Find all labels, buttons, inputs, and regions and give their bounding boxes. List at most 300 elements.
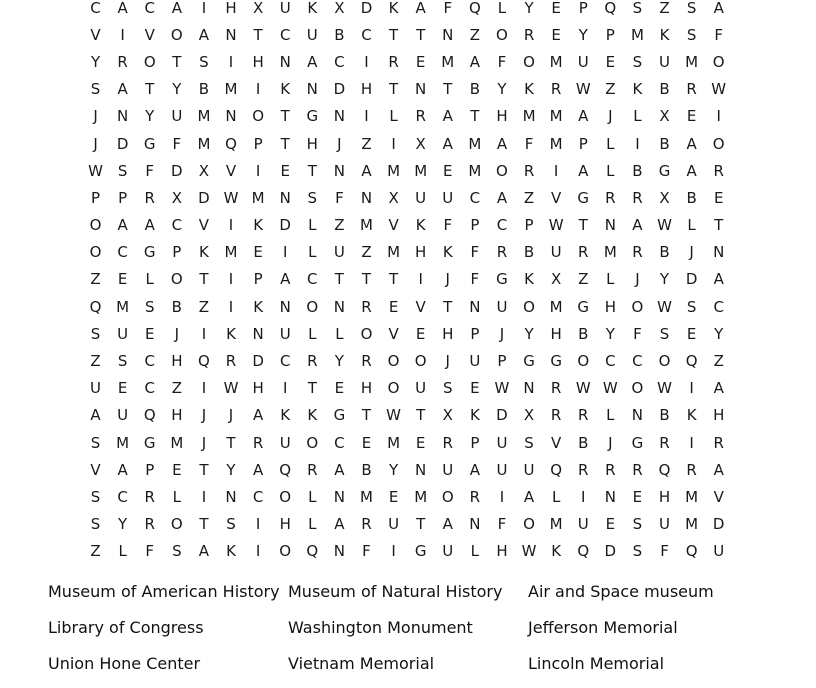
grid-letter: D bbox=[252, 352, 264, 371]
grid-letter: I bbox=[255, 80, 261, 99]
grid-letter: G bbox=[143, 134, 156, 153]
grid-letter: Z bbox=[90, 352, 101, 371]
grid-letter: X bbox=[388, 188, 399, 207]
grid-letter: A bbox=[361, 161, 372, 180]
grid-letter: Z bbox=[659, 0, 670, 17]
grid-letter: I bbox=[120, 25, 125, 44]
grid-letter: B bbox=[578, 324, 589, 343]
grid-letter: J bbox=[689, 243, 694, 262]
grid-letter: E bbox=[253, 243, 263, 262]
grid-letter: W bbox=[88, 161, 103, 180]
grid-letter: D bbox=[171, 161, 183, 180]
grid-letter: X bbox=[659, 188, 670, 207]
grid-letter: K bbox=[199, 243, 209, 262]
grid-letter: W bbox=[223, 379, 239, 398]
grid-letter: A bbox=[198, 25, 210, 44]
grid-letter: A bbox=[496, 134, 508, 153]
grid-letter: N bbox=[442, 25, 454, 44]
grid-letter: K bbox=[253, 297, 264, 316]
grid-letter: N bbox=[279, 52, 291, 71]
grid-letter: F bbox=[443, 0, 453, 17]
grid-letter: R bbox=[713, 433, 724, 452]
grid-letter: N bbox=[415, 460, 427, 479]
grid-letter: J bbox=[499, 324, 505, 343]
grid-letter: Y bbox=[659, 270, 670, 289]
grid-letter: F bbox=[660, 542, 669, 561]
grid-letter: I bbox=[201, 324, 207, 343]
grid-letter: R bbox=[550, 379, 562, 398]
grid-letter: U bbox=[577, 515, 589, 534]
grid-letter: Y bbox=[145, 107, 155, 126]
word-item: Air and Space museum bbox=[528, 582, 714, 601]
grid-letter: K bbox=[659, 25, 670, 44]
grid-letter: Z bbox=[198, 297, 210, 316]
grid-letter: N bbox=[252, 324, 264, 343]
grid-letter: O bbox=[523, 297, 535, 316]
grid-letter: A bbox=[198, 542, 210, 561]
grid-letter: F bbox=[497, 52, 507, 71]
grid-letter: H bbox=[171, 406, 183, 425]
grid-letter: S bbox=[90, 324, 101, 343]
grid-letter: L bbox=[335, 324, 344, 343]
word-item: Washington Monument bbox=[288, 618, 473, 637]
grid-letter: B bbox=[334, 25, 345, 44]
grid-letter: E bbox=[605, 52, 616, 71]
grid-letter: S bbox=[307, 188, 318, 207]
grid-letter: B bbox=[659, 406, 670, 425]
grid-letter: O bbox=[414, 352, 427, 371]
grid-letter: A bbox=[307, 52, 318, 71]
grid-letter: C bbox=[307, 270, 318, 289]
grid-letter: S bbox=[632, 515, 643, 534]
grid-letter: Q bbox=[279, 460, 292, 479]
grid-letter: M bbox=[549, 52, 563, 71]
grid-letter: J bbox=[337, 134, 342, 153]
grid-letter: O bbox=[252, 107, 265, 126]
grid-letter: C bbox=[469, 188, 481, 207]
grid-letter: R bbox=[713, 161, 724, 180]
grid-letter: E bbox=[361, 433, 372, 452]
grid-letter: C bbox=[496, 216, 508, 235]
grid-letter: X bbox=[198, 161, 210, 180]
grid-letter: K bbox=[388, 0, 399, 17]
grid-letter: B bbox=[523, 243, 535, 262]
grid-letter: I bbox=[391, 134, 396, 153]
grid-letter: T bbox=[416, 25, 426, 44]
grid-letter: R bbox=[144, 515, 155, 534]
grid-letter: Y bbox=[388, 460, 399, 479]
grid-letter: M bbox=[387, 433, 401, 452]
grid-letter: T bbox=[280, 107, 290, 126]
grid-letter: U bbox=[496, 460, 508, 479]
grid-letter: K bbox=[524, 80, 534, 99]
grid-letter: L bbox=[606, 406, 615, 425]
grid-letter: Y bbox=[578, 25, 588, 44]
grid-letter: G bbox=[496, 270, 508, 289]
grid-letter: L bbox=[470, 542, 480, 561]
grid-letter: P bbox=[497, 352, 507, 371]
grid-letter: U bbox=[279, 0, 291, 17]
grid-letter: T bbox=[714, 216, 724, 235]
grid-letter: U bbox=[523, 460, 535, 479]
grid-letter: L bbox=[606, 270, 615, 289]
grid-letter: H bbox=[550, 324, 562, 343]
grid-letter: M bbox=[197, 134, 211, 153]
grid-letter: D bbox=[116, 134, 129, 153]
grid-letter: Q bbox=[89, 297, 102, 316]
grid-letter: V bbox=[144, 25, 155, 44]
grid-letter: Z bbox=[334, 216, 345, 235]
grid-letter: Y bbox=[497, 80, 507, 99]
grid-letter: K bbox=[253, 216, 264, 235]
grid-letter: N bbox=[117, 107, 129, 126]
grid-letter: G bbox=[550, 352, 562, 371]
grid-letter: Q bbox=[306, 542, 319, 561]
grid-letter: E bbox=[551, 25, 561, 44]
grid-letter: C bbox=[632, 352, 643, 371]
grid-letter: R bbox=[632, 188, 643, 207]
grid-letter: U bbox=[117, 406, 129, 425]
grid-letter: M bbox=[414, 161, 428, 180]
grid-letter: Z bbox=[713, 352, 724, 371]
grid-letter: A bbox=[469, 460, 480, 479]
word-search-grid bbox=[82, 0, 732, 565]
grid-letter: U bbox=[442, 188, 454, 207]
grid-letter: T bbox=[416, 515, 426, 534]
grid-letter: O bbox=[712, 52, 725, 71]
grid-letter: L bbox=[633, 107, 642, 126]
grid-letter: T bbox=[145, 80, 155, 99]
grid-letter: D bbox=[360, 0, 373, 17]
grid-letter: R bbox=[361, 352, 372, 371]
grid-letter: T bbox=[226, 433, 236, 452]
grid-letter: C bbox=[144, 379, 155, 398]
grid-letter: K bbox=[524, 270, 534, 289]
grid-letter: H bbox=[225, 0, 237, 17]
grid-letter: S bbox=[226, 515, 236, 534]
grid-letter: E bbox=[388, 487, 399, 506]
grid-letter: R bbox=[659, 433, 670, 452]
grid-letter: O bbox=[631, 379, 644, 398]
grid-letter: R bbox=[388, 52, 399, 71]
grid-letter: R bbox=[578, 460, 589, 479]
grid-letter: K bbox=[280, 80, 291, 99]
grid-letter: M bbox=[224, 80, 238, 99]
grid-letter: N bbox=[469, 515, 481, 534]
grid-letter: J bbox=[608, 433, 613, 452]
grid-letter: Q bbox=[550, 460, 563, 479]
word-list bbox=[48, 580, 768, 688]
grid-letter: I bbox=[282, 243, 288, 262]
grid-letter: Y bbox=[172, 80, 182, 99]
grid-letter: A bbox=[117, 216, 128, 235]
grid-letter: L bbox=[606, 161, 615, 180]
grid-letter: X bbox=[415, 134, 426, 153]
grid-letter: W bbox=[575, 80, 591, 99]
grid-letter: O bbox=[170, 270, 183, 289]
grid-letter: I bbox=[364, 107, 369, 126]
grid-letter: T bbox=[361, 406, 372, 425]
grid-letter: J bbox=[93, 134, 98, 153]
grid-letter: A bbox=[117, 80, 128, 99]
grid-letter: M bbox=[197, 107, 211, 126]
grid-letter: A bbox=[90, 406, 101, 425]
grid-letter: E bbox=[713, 188, 724, 207]
grid-letter: K bbox=[551, 542, 562, 561]
grid-letter: A bbox=[713, 270, 724, 289]
grid-letter: S bbox=[117, 352, 128, 371]
grid-letter: S bbox=[90, 80, 101, 99]
grid-letter: N bbox=[225, 487, 237, 506]
word-item: Vietnam Memorial bbox=[288, 654, 435, 673]
grid-letter: R bbox=[117, 52, 128, 71]
grid-letter: K bbox=[226, 542, 236, 561]
grid-letter: N bbox=[333, 487, 345, 506]
grid-letter: C bbox=[144, 0, 155, 17]
grid-letter: C bbox=[90, 0, 101, 17]
grid-letter: I bbox=[228, 297, 234, 316]
grid-letter: O bbox=[387, 352, 400, 371]
grid-letter: E bbox=[415, 433, 426, 452]
grid-letter: I bbox=[581, 487, 586, 506]
grid-letter: K bbox=[307, 406, 318, 425]
grid-letter: C bbox=[117, 243, 128, 262]
grid-letter: S bbox=[686, 297, 697, 316]
grid-letter: B bbox=[632, 161, 643, 180]
grid-letter: E bbox=[686, 324, 697, 343]
grid-letter: Z bbox=[171, 379, 182, 398]
grid-letter: V bbox=[415, 297, 426, 316]
grid-letter: N bbox=[333, 297, 345, 316]
grid-letter: M bbox=[468, 161, 482, 180]
grid-letter: E bbox=[415, 324, 426, 343]
grid-letter: L bbox=[118, 542, 127, 561]
word-item: Library of Congress bbox=[48, 618, 204, 637]
grid-letter: A bbox=[442, 107, 453, 126]
grid-letter: M bbox=[603, 243, 617, 262]
grid-letter: Y bbox=[334, 352, 344, 371]
grid-letter: L bbox=[145, 270, 154, 289]
grid-letter: W bbox=[657, 216, 672, 235]
grid-letter: V bbox=[90, 460, 101, 479]
grid-letter: E bbox=[280, 161, 290, 180]
grid-letter: C bbox=[144, 352, 155, 371]
grid-letter: M bbox=[170, 433, 184, 452]
grid-letter: A bbox=[686, 161, 697, 180]
grid-letter: U bbox=[279, 324, 291, 343]
grid-letter: D bbox=[198, 188, 210, 207]
grid-letter: A bbox=[686, 134, 697, 153]
grid-letter: M bbox=[468, 134, 482, 153]
grid-letter: A bbox=[415, 0, 426, 17]
grid-letter: T bbox=[388, 270, 399, 289]
grid-letter: S bbox=[632, 52, 643, 71]
grid-letter: R bbox=[361, 297, 372, 316]
grid-letter: R bbox=[225, 352, 237, 371]
grid-letter: O bbox=[523, 52, 535, 71]
grid-letter: T bbox=[388, 25, 399, 44]
grid-letter: R bbox=[415, 107, 426, 126]
grid-letter: L bbox=[308, 243, 317, 262]
grid-letter: U bbox=[442, 460, 454, 479]
grid-letter: O bbox=[89, 243, 102, 262]
grid-letter: X bbox=[171, 188, 182, 207]
grid-letter: S bbox=[117, 161, 128, 180]
grid-letter: A bbox=[334, 515, 345, 534]
grid-letter: K bbox=[307, 0, 318, 17]
grid-letter: F bbox=[145, 161, 155, 180]
grid-letter: U bbox=[333, 243, 345, 262]
grid-letter: O bbox=[143, 52, 156, 71]
grid-letter: J bbox=[201, 433, 207, 452]
grid-letter: T bbox=[443, 297, 453, 316]
grid-letter: M bbox=[549, 515, 563, 534]
grid-letter: J bbox=[608, 107, 613, 126]
grid-letter: E bbox=[443, 161, 453, 180]
grid-letter: O bbox=[360, 324, 373, 343]
grid-letter: I bbox=[364, 52, 369, 71]
grid-letter: X bbox=[442, 406, 453, 425]
grid-letter: A bbox=[713, 460, 724, 479]
grid-letter: I bbox=[201, 379, 207, 398]
grid-letter: O bbox=[89, 216, 102, 235]
grid-letter: M bbox=[549, 297, 563, 316]
grid-letter: I bbox=[201, 0, 207, 17]
grid-letter: V bbox=[388, 324, 399, 343]
grid-letter: P bbox=[470, 216, 480, 235]
grid-letter: Y bbox=[524, 0, 534, 17]
grid-letter: C bbox=[605, 352, 616, 371]
grid-letter: I bbox=[418, 270, 423, 289]
grid-letter: A bbox=[171, 0, 182, 17]
grid-letter: R bbox=[442, 433, 453, 452]
grid-letter: R bbox=[605, 460, 616, 479]
grid-letter: T bbox=[388, 80, 399, 99]
grid-letter: U bbox=[496, 297, 508, 316]
grid-letter: B bbox=[469, 80, 480, 99]
grid-letter: J bbox=[174, 324, 180, 343]
grid-letter: D bbox=[333, 80, 346, 99]
grid-letter: T bbox=[443, 80, 453, 99]
grid-letter: H bbox=[171, 352, 183, 371]
grid-letter: B bbox=[198, 80, 210, 99]
grid-letter: E bbox=[388, 297, 399, 316]
grid-letter: R bbox=[578, 406, 589, 425]
grid-letter: N bbox=[415, 80, 427, 99]
grid-letter: O bbox=[441, 487, 454, 506]
grid-letter: F bbox=[633, 324, 642, 343]
grid-letter: L bbox=[308, 487, 317, 506]
grid-letter: Y bbox=[714, 324, 724, 343]
grid-letter: S bbox=[90, 487, 101, 506]
grid-letter: F bbox=[470, 270, 480, 289]
grid-letter: E bbox=[172, 460, 182, 479]
grid-letter: M bbox=[441, 52, 455, 71]
grid-letter: U bbox=[713, 542, 725, 561]
grid-letter: Q bbox=[198, 352, 210, 371]
grid-letter: R bbox=[361, 515, 372, 534]
grid-letter: F bbox=[443, 216, 453, 235]
grid-letter: H bbox=[604, 297, 616, 316]
grid-letter: Z bbox=[469, 25, 480, 44]
grid-letter: T bbox=[199, 270, 209, 289]
grid-letter: A bbox=[523, 487, 535, 506]
grid-letter: G bbox=[523, 352, 535, 371]
grid-letter: T bbox=[307, 379, 317, 398]
grid-letter: C bbox=[117, 487, 128, 506]
grid-letter: G bbox=[577, 297, 590, 316]
grid-letter: E bbox=[686, 107, 697, 126]
grid-letter: S bbox=[90, 433, 101, 452]
grid-letter: E bbox=[632, 487, 643, 506]
grid-letter: N bbox=[631, 406, 644, 425]
grid-letter: N bbox=[279, 297, 291, 316]
grid-letter: Q bbox=[577, 542, 590, 561]
grid-letter: D bbox=[496, 406, 508, 425]
grid-letter: V bbox=[198, 216, 210, 235]
grid-letter: P bbox=[118, 188, 128, 207]
grid-letter: T bbox=[253, 25, 263, 44]
grid-letter: A bbox=[578, 161, 589, 180]
grid-letter: W bbox=[223, 188, 239, 207]
grid-letter: C bbox=[171, 216, 183, 235]
grid-letter: T bbox=[280, 134, 290, 153]
grid-letter: J bbox=[445, 352, 450, 371]
grid-letter: H bbox=[415, 243, 427, 262]
grid-letter: H bbox=[496, 107, 508, 126]
grid-letter: M bbox=[387, 243, 401, 262]
grid-letter: H bbox=[442, 324, 454, 343]
grid-letter: U bbox=[415, 188, 427, 207]
grid-letter: S bbox=[524, 433, 534, 452]
grid-letter: R bbox=[496, 243, 508, 262]
grid-letter: V bbox=[551, 433, 562, 452]
grid-letter: V bbox=[90, 25, 101, 44]
grid-letter: S bbox=[686, 0, 697, 17]
grid-letter: F bbox=[497, 515, 507, 534]
grid-letter: P bbox=[172, 243, 182, 262]
grid-letter: B bbox=[171, 297, 182, 316]
grid-letter: K bbox=[226, 324, 236, 343]
grid-letter: M bbox=[549, 134, 563, 153]
grid-letter: T bbox=[307, 161, 317, 180]
grid-letter: R bbox=[523, 25, 535, 44]
grid-letter: Q bbox=[685, 542, 698, 561]
grid-letter: O bbox=[523, 515, 535, 534]
grid-letter: O bbox=[306, 297, 319, 316]
grid-letter: E bbox=[144, 324, 155, 343]
grid-letter: S bbox=[632, 0, 643, 17]
grid-letter: R bbox=[686, 80, 697, 99]
grid-letter: W bbox=[711, 80, 727, 99]
grid-letter: N bbox=[279, 188, 291, 207]
grid-letter: P bbox=[145, 460, 155, 479]
grid-letter: T bbox=[199, 460, 209, 479]
grid-letter: L bbox=[687, 216, 696, 235]
grid-letter: N bbox=[306, 80, 318, 99]
grid-letter: P bbox=[578, 0, 588, 17]
grid-letter: I bbox=[635, 134, 640, 153]
grid-letter: M bbox=[387, 161, 401, 180]
grid-letter: L bbox=[389, 107, 398, 126]
grid-letter: O bbox=[170, 25, 183, 44]
grid-letter: F bbox=[524, 134, 534, 153]
grid-letter: E bbox=[117, 379, 128, 398]
grid-letter: B bbox=[659, 80, 670, 99]
grid-letter: I bbox=[228, 216, 234, 235]
grid-letter: U bbox=[415, 379, 427, 398]
grid-letter: L bbox=[308, 515, 317, 534]
